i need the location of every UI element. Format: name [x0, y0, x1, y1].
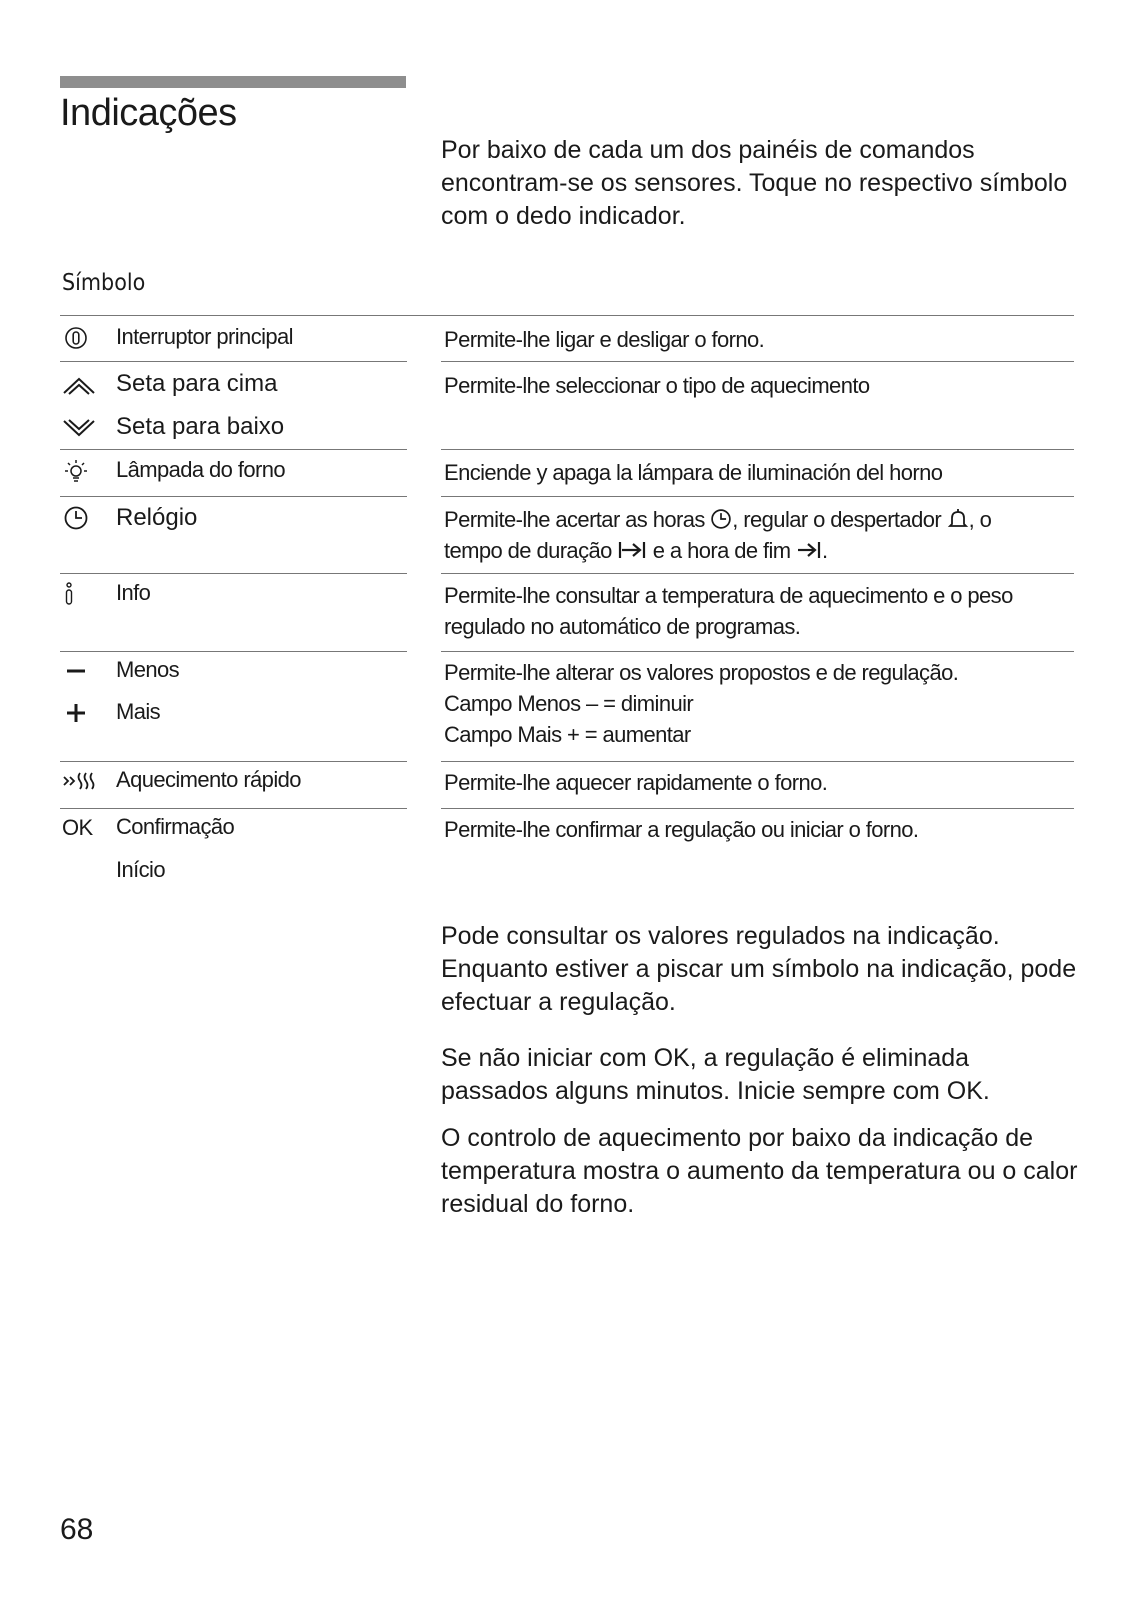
- plus-icon: [62, 699, 90, 727]
- row-divider: [441, 361, 1074, 362]
- row-label: Interruptor principal: [116, 324, 293, 349]
- end-time-icon: [796, 540, 822, 560]
- table-row: [62, 504, 407, 564]
- paragraph: O controlo de aquecimento por baixo da indicação de temperatura mostra o aumento da temperatura ou o calor residual do forno.: [441, 1124, 1078, 1218]
- row-label: Menos: [116, 657, 180, 682]
- row-label: Relógio: [116, 504, 198, 531]
- arrow-down-icon: [62, 414, 96, 442]
- arrow-up-icon: [62, 372, 96, 400]
- row-description: Permite-lhe seleccionar o tipo de aquecimento: [444, 373, 870, 398]
- row-description: Permite-lhe alterar os valores propostos e de regulação. Campo Menos – = diminuir Campo Mais + = aumentar: [444, 660, 959, 747]
- clock-icon: [62, 504, 90, 532]
- row-divider: [441, 496, 1074, 497]
- row-description: Permite-lhe consultar a temperatura de aquecimento e o peso regulado no automático de programas.: [444, 583, 1013, 639]
- intro-text: Por baixo de cada um dos painéis de comandos encontram-se os sensores. Toque no respectivo símbolo com o dedo indicador.: [441, 136, 1068, 230]
- duration-icon: [617, 540, 647, 560]
- table-row: [62, 767, 407, 797]
- table-row: [62, 457, 407, 487]
- row-label: Seta para baixo: [116, 413, 285, 440]
- title-rule: [60, 76, 406, 88]
- row-label: Confirmação: [116, 814, 235, 839]
- rapid-heat-icon: [62, 767, 102, 795]
- row-divider: [60, 496, 407, 497]
- row-divider: [60, 761, 407, 762]
- row-label: Seta para cima: [116, 370, 278, 397]
- paragraph: Se não iniciar com OK, a regulação é eliminada passados alguns minutos. Inicie sempre com OK.: [441, 1044, 990, 1105]
- page-title: Indicações: [60, 92, 237, 134]
- row-divider: [441, 651, 1074, 652]
- minus-icon: [62, 657, 90, 685]
- row-label: Lâmpada do forno: [116, 457, 285, 482]
- row-description: Permite-lhe confirmar a regulação ou iniciar o forno.: [444, 817, 919, 842]
- row-divider: [441, 761, 1074, 762]
- row-divider: [441, 808, 1074, 809]
- row-divider: [441, 449, 1074, 450]
- row-description: Permite-lhe ligar e desligar o forno.: [444, 327, 765, 352]
- row-divider: [60, 808, 407, 809]
- row-label: Aquecimento rápido: [116, 767, 301, 792]
- info-icon: [62, 580, 76, 608]
- row-divider: [441, 573, 1074, 574]
- row-label: Info: [116, 580, 151, 605]
- table-row: [62, 814, 407, 894]
- table-row: [62, 324, 407, 354]
- table-row: [62, 370, 407, 444]
- page-number: 68: [60, 1513, 94, 1546]
- ok-symbol: OK: [62, 815, 93, 840]
- row-divider: [60, 361, 407, 362]
- table-row: [62, 657, 407, 757]
- row-divider: [60, 449, 407, 450]
- table-header: Símbolo: [62, 270, 146, 296]
- row-description: Enciende y apaga la lámpara de iluminación del horno: [444, 460, 943, 485]
- power-icon: [62, 324, 90, 352]
- row-divider: [60, 651, 407, 652]
- alarm-bell-icon: [947, 508, 969, 530]
- row-divider: [60, 573, 407, 574]
- table-row: [62, 580, 407, 640]
- row-label: Mais: [116, 699, 161, 724]
- row-label: Início: [116, 857, 165, 882]
- table-top-rule: [60, 315, 1074, 316]
- paragraph: Pode consultar os valores regulados na indicação. Enquanto estiver a piscar um símbolo na indicação, pode efectuar a regulação.: [441, 922, 1077, 1016]
- clock-icon: [710, 508, 732, 530]
- row-description: Permite-lhe aquecer rapidamente o forno.: [444, 770, 828, 795]
- lamp-icon: [62, 457, 90, 485]
- row-description: Permite-lhe acertar as horas , regular o despertador , o tempo de duração e a hora de fim .: [444, 507, 992, 563]
